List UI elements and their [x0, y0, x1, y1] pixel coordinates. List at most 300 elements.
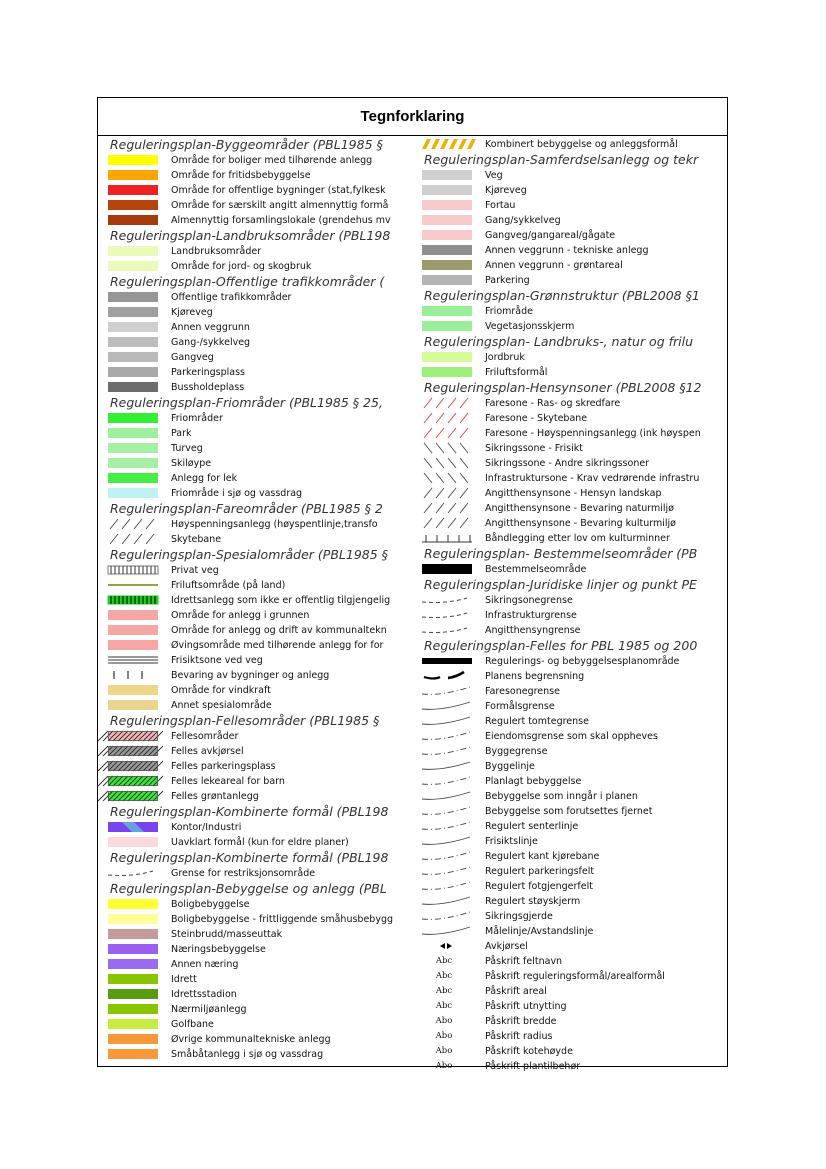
legend-label: Påskrift bredde: [485, 1016, 557, 1027]
legend-swatch-dashcurve-icon: [422, 821, 472, 831]
legend-label: Friområde: [485, 306, 533, 317]
legend-label: Regulerings- og bebyggelsesplanområde: [485, 656, 680, 667]
legend-label: Sikringsgjerde: [485, 911, 553, 922]
legend-item-sikringssone-andre-sikringssoner: [418, 456, 726, 471]
legend-label: Kontor/Industri: [171, 822, 242, 833]
legend-swatch-arrow-icon: [422, 941, 472, 951]
section-title: Reguleringsplan-Kombinerte formål (PBL198: [110, 804, 389, 819]
legend-item-felles-lekeareal-for-barn: [104, 774, 412, 789]
legend-label: Annen veggrunn - tekniske anlegg: [485, 245, 649, 256]
legend-swatch-dashline-icon: [422, 595, 472, 605]
legend-swatch-slashes-icon: [108, 519, 158, 529]
legend-swatch-fill-icon: [108, 382, 158, 392]
legend-label: Parkeringsplass: [171, 367, 245, 378]
legend-swatch-fill-icon: [422, 230, 472, 240]
legend-swatch-fill-icon: [108, 989, 158, 999]
legend-swatch-hatch-icon: [108, 776, 158, 786]
legend-item-paskrift-areal: [418, 984, 726, 999]
legend-swatch-line-icon: [108, 580, 158, 590]
legend-item-landbruksomrader: [104, 244, 412, 259]
legend-swatch-fill-icon: [108, 322, 158, 332]
legend-swatch-bars-icon: [108, 670, 158, 680]
legend-item-regulerings-og-bebyggelsesplanomrade: [418, 654, 726, 669]
legend-item-malelinje-avstandslinje: [418, 924, 726, 939]
legend-item-omrade-for-offentlige-bygninger-stat-fyl: [104, 183, 412, 198]
section-title: Reguleringsplan-Juridiske linjer og punkt PE: [424, 577, 697, 592]
legend-item-angitthensynsone-hensyn-landskap: [418, 486, 726, 501]
legend-column-left: [104, 137, 412, 1065]
legend-item-infrastrukturgrense: [418, 608, 726, 623]
legend-swatch-fill-icon: [422, 564, 472, 574]
legend-swatch-hatch-icon: [108, 746, 158, 756]
legend-swatch-fill-icon: [422, 321, 472, 331]
legend-swatch-ticks-icon: [108, 565, 158, 575]
legend-swatch-slashes-icon: [422, 503, 472, 513]
legend-item-regulert-kant-kjorebane: [418, 849, 726, 864]
legend-item-faresonegrense: [418, 684, 726, 699]
legend-section-header: [104, 881, 412, 897]
legend-item-formalsgrense: [418, 699, 726, 714]
legend-item-regulert-senterlinje: [418, 819, 726, 834]
legend-label: Almennyttig forsamlingslokale (grendehus mv: [171, 215, 391, 226]
legend-label: Område for jord- og skogbruk: [171, 261, 312, 272]
legend-swatch-curve-icon: [422, 896, 472, 906]
legend-swatch-fill-icon: [108, 367, 158, 377]
legend-label: Friluftsformål: [485, 367, 548, 378]
legend-swatch-dashline-icon: [108, 868, 158, 878]
legend-label: Gang/sykkelveg: [485, 215, 561, 226]
section-title: Reguleringsplan- Landbruks-, natur og frilu: [424, 334, 694, 349]
abc-symbol: Abc: [435, 1001, 453, 1011]
legend-label: Park: [171, 428, 192, 439]
legend-item-skytebane: [104, 532, 412, 547]
legend-swatch-fill-icon: [108, 488, 158, 498]
legend-label: Høyspenningsanlegg (høyspentlinje,transfo: [171, 519, 378, 530]
legend-item-kontor-industri: [104, 820, 412, 835]
legend-item-fortau: [418, 198, 726, 213]
legend-swatch-fill-icon: [108, 640, 158, 650]
legend-label: Felles parkeringsplass: [171, 761, 276, 772]
legend-label: Øvingsområde med tilhørende anlegg for for: [171, 640, 384, 651]
legend-label: Kjøreveg: [171, 307, 213, 318]
legend-item-sikringsgjerde: [418, 909, 726, 924]
legend-swatch-split-icon: [108, 822, 158, 832]
legend-swatch-dashline-icon: [422, 625, 472, 635]
legend-label: Regulert fotgjengerfelt: [485, 881, 593, 892]
legend-item-paskrift-feltnavn: [418, 954, 726, 969]
legend-label: Angitthensyngrense: [485, 625, 581, 636]
legend-item-eiendomsgrense-som-skal-oppheves: [418, 729, 726, 744]
legend-item-planens-begrensning: [418, 669, 726, 684]
legend-swatch-fill-icon: [108, 458, 158, 468]
legend-section-header: [104, 804, 412, 820]
legend-label: Uavklart formål (kun for eldre planer): [171, 837, 349, 848]
legend-item-omrade-for-anlegg-i-grunnen: [104, 608, 412, 623]
legend-item-friomrader: [104, 411, 412, 426]
legend-label: Område for særskilt angitt almennyttig formå: [171, 200, 389, 211]
legend-label: Planens begrensning: [485, 671, 585, 682]
legend-section-header: [104, 850, 412, 866]
legend-label: Område for vindkraft: [171, 685, 271, 696]
legend-item-naeringsbebyggelse: [104, 942, 412, 957]
legend-label: Påskrift plantilbehør: [485, 1061, 581, 1072]
legend-item-gang-sykkelveg: [104, 335, 412, 350]
legend-item-omrade-for-boliger-med-tilhorende-anlegg: [104, 153, 412, 168]
legend-item-felles-parkeringsplass: [104, 759, 412, 774]
legend-label: Steinbrudd/masseuttak: [171, 929, 283, 940]
legend-swatch-curve-icon: [422, 836, 472, 846]
legend-swatch-fill-icon: [108, 625, 158, 635]
legend-item-paskrift-kotehoyde: [418, 1044, 726, 1059]
legend-item-regulert-tomtegrense: [418, 714, 726, 729]
legend-label: Infrastruktursone - Krav vedrørende infrastru: [485, 473, 700, 484]
legend-item-omrade-for-jord-og-skogbruk: [104, 259, 412, 274]
section-title: Reguleringsplan-Bebyggelse og anlegg (PBL: [110, 881, 387, 896]
legend-label: Kjøreveg: [485, 185, 527, 196]
legend-swatch-fill-icon: [422, 367, 472, 377]
legend-swatch-dashcurve-icon: [422, 911, 472, 921]
legend-label: Eiendomsgrense som skal oppheves: [485, 731, 658, 742]
legend-swatch-fill-icon: [108, 413, 158, 423]
section-title: Reguleringsplan- Bestemmelseområder (PB: [424, 546, 698, 561]
legend-label: Sikringssone - Frisikt: [485, 443, 583, 454]
legend-label: Vegetasjonsskjerm: [485, 321, 575, 332]
legend-label: Veg: [485, 170, 503, 181]
legend-label: Område for anlegg i grunnen: [171, 610, 310, 621]
legend-item-turveg: [104, 441, 412, 456]
legend-swatch-fill-icon: [108, 1049, 158, 1059]
legend-label: Parkering: [485, 275, 530, 286]
legend-item-steinbrudd-masseuttak: [104, 927, 412, 942]
legend-section-header: [418, 288, 726, 304]
legend-column-right: [418, 137, 726, 1072]
legend-swatch-dashcurve-icon: [422, 746, 472, 756]
legend-item-friluftsformal: [418, 365, 726, 380]
legend-item-vegetasjonsskjerm: [418, 319, 726, 334]
legend-swatch-fill-icon: [422, 215, 472, 225]
legend-label: Påskrift radius: [485, 1031, 553, 1042]
legend-item-fellesomrader: [104, 729, 412, 744]
legend-swatch-fill-icon: [422, 200, 472, 210]
legend-label: Idrettsanlegg som ikke er offentlig tilgjengelig: [171, 595, 391, 606]
legend-item-sikringsonegrense: [418, 593, 726, 608]
legend-swatch-hatch-icon: [108, 731, 158, 741]
legend-swatch-fill-icon: [108, 1019, 158, 1029]
legend-label: Påskrift reguleringsformål/arealformål: [485, 971, 665, 982]
legend-label: Gangveg: [171, 352, 214, 363]
legend-item-friomrade: [418, 304, 726, 319]
legend-label: Felles avkjørsel: [171, 746, 244, 757]
legend-section-header: [104, 501, 412, 517]
legend-section-header: [104, 228, 412, 244]
legend-label: Frisiktsone ved veg: [171, 655, 263, 666]
abc-symbol: Abo: [435, 1031, 453, 1041]
legend-label: Bevaring av bygninger og anlegg: [171, 670, 330, 681]
legend-swatch-fill-icon: [108, 428, 158, 438]
legend-item-ovrige-kommunaltekniske-anlegg: [104, 1032, 412, 1047]
legend-swatch-fill-icon: [422, 170, 472, 180]
legend-label: Faresone - Høyspenningsanlegg (ink høyspen: [485, 428, 701, 439]
legend-item-annet-spesialomrade: [104, 698, 412, 713]
legend-swatch-hlines-icon: [108, 655, 158, 665]
legend-label: Bebyggelse som inngår i planen: [485, 791, 638, 802]
legend-label: Målelinje/Avstandslinje: [485, 926, 594, 937]
legend-swatch-slashes-icon: [422, 428, 472, 438]
legend-item-infrastruktursone-krav-vedrorende-infras: [418, 471, 726, 486]
legend-label: Faresone - Skytebane: [485, 413, 588, 424]
legend-label: Angitthensynsone - Hensyn landskap: [485, 488, 662, 499]
legend-swatch-hatch-icon: [108, 761, 158, 771]
legend-item-frisiktslinje: [418, 834, 726, 849]
legend-label: Friluftsområde (på land): [171, 580, 286, 591]
legend-label: Småbåtanlegg i sjø og vassdrag: [171, 1049, 324, 1060]
legend-swatch-fill-icon: [108, 685, 158, 695]
legend-swatch-fill-icon: [422, 245, 472, 255]
legend-swatch-fill-icon: [108, 292, 158, 302]
legend-item-park: [104, 426, 412, 441]
legend-section-header: [104, 713, 412, 729]
legend-label: Friområder: [171, 413, 223, 424]
legend-swatch-thickdash-icon: [422, 656, 472, 666]
legend-swatch-fill-icon: [108, 185, 158, 195]
legend-item-angitthensynsone-bevaring-kulturmiljo: [418, 516, 726, 531]
legend-label: Fortau: [485, 200, 516, 211]
abc-symbol: Abc: [435, 971, 453, 981]
legend-item-annen-veggrunn-tekniske-anlegg: [418, 243, 726, 258]
legend-label: Område for offentlige bygninger (stat,fylkesk: [171, 185, 386, 196]
legend-label: Gang-/sykkelveg: [171, 337, 251, 348]
legend-swatch-fill-icon: [108, 974, 158, 984]
legend-item-idrettsstadion: [104, 987, 412, 1002]
legend-swatch-curve-icon: [422, 716, 472, 726]
legend-swatch-dashcurve-icon: [422, 776, 472, 786]
legend-label: Regulert kant kjørebane: [485, 851, 600, 862]
legend-label: Idrettsstadion: [171, 989, 237, 1000]
legend-swatch-curve-icon: [422, 701, 472, 711]
abc-symbol: Abc: [435, 956, 453, 966]
legend-item-bussholdeplass: [104, 380, 412, 395]
legend-label: Jordbruk: [485, 352, 525, 363]
legend-swatch-fill-icon: [108, 899, 158, 909]
legend-label: Kombinert bebyggelse og anleggsformål: [485, 139, 678, 150]
section-title: Reguleringsplan-Samferdselsanlegg og tekr: [424, 152, 699, 167]
legend-swatch-fill-icon: [108, 215, 158, 225]
legend-swatch-dashcurve-icon: [422, 881, 472, 891]
legend-item-frisiktsone-ved-veg: [104, 653, 412, 668]
legend-label: Nærmiljøanlegg: [171, 1004, 247, 1015]
legend-swatch-slashes-icon: [422, 488, 472, 498]
section-title: Reguleringsplan-Kombinerte formål (PBL198: [110, 850, 389, 865]
legend-item-angitthensynsone-bevaring-naturmiljo: [418, 501, 726, 516]
legend-item-paskrift-bredde: [418, 1014, 726, 1029]
legend-label: Planlagt bebyggelse: [485, 776, 582, 787]
section-title: Reguleringsplan-Fareområder (PBL1985 § 2: [110, 501, 383, 516]
legend-swatch-hatch-icon: [108, 791, 158, 801]
abc-symbol: Abc: [435, 986, 453, 996]
legend-section-header: [418, 546, 726, 562]
legend-item-naermiljoanlegg: [104, 1002, 412, 1017]
legend-item-paskrift-reguleringsformal-arealformal: [418, 969, 726, 984]
legend-swatch-fill-icon: [108, 200, 158, 210]
section-title: Reguleringsplan-Fellesområder (PBL1985 §: [110, 713, 380, 728]
legend-swatch-slashes-icon: [108, 534, 158, 544]
section-title: Reguleringsplan-Landbruksområder (PBL198: [110, 228, 391, 243]
legend-item-gang-sykkelveg: [418, 213, 726, 228]
legend-item-byggegrense: [418, 744, 726, 759]
legend-swatch-fill-icon: [108, 944, 158, 954]
legend-label: Annet spesialområde: [171, 700, 272, 711]
legend-label: Idrett: [171, 974, 197, 985]
legend-item-friluftsomrade-pa-land: [104, 578, 412, 593]
legend-swatch-fill-icon: [108, 914, 158, 924]
section-title: Reguleringsplan-Felles for PBL 1985 og 200: [424, 638, 698, 653]
abc-symbol: Abo: [435, 1046, 453, 1056]
legend-item-boligbebyggelse: [104, 897, 412, 912]
legend-label: Øvrige kommunaltekniske anlegg: [171, 1034, 331, 1045]
legend-label: Fellesområder: [171, 731, 239, 742]
legend-label: Boligbebyggelse: [171, 899, 250, 910]
legend-label: Næringsbebyggelse: [171, 944, 266, 955]
legend-item-regulert-stoyskjerm: [418, 894, 726, 909]
section-title: Reguleringsplan-Offentlige trafikkområder (: [110, 274, 385, 289]
legend-swatch-fill-icon: [108, 307, 158, 317]
abc-symbol: Abo: [435, 1016, 453, 1026]
legend-item-smabatanlegg-i-sjo-og-vassdrag: [104, 1047, 412, 1062]
legend-section-header: [104, 547, 412, 563]
legend-label: Regulert senterlinje: [485, 821, 579, 832]
legend-label: Område for boliger med tilhørende anlegg: [171, 155, 373, 166]
legend-item-faresone-hoyspenningsanlegg-ink-hoyspen: [418, 426, 726, 441]
legend-label: Påskrift kotehøyde: [485, 1046, 573, 1057]
legend-label: Regulert støyskjerm: [485, 896, 581, 907]
legend-swatch-fill-icon: [108, 246, 158, 256]
legend-item-bevaring-av-bygninger-og-anlegg: [104, 668, 412, 683]
legend-item-annen-veggrunn: [104, 320, 412, 335]
legend-swatch-fill-icon: [108, 1034, 158, 1044]
legend-item-jordbruk: [418, 350, 726, 365]
legend-swatch-thickcurve-icon: [422, 671, 472, 681]
legend-label: Angitthensynsone - Bevaring kulturmiljø: [485, 518, 676, 529]
legend-swatch-dashcurve-icon: [422, 866, 472, 876]
legend-item-angitthensyngrense: [418, 623, 726, 638]
legend-item-ovingsomrade-med-tilhorende-anlegg-for-f: [104, 638, 412, 653]
legend-label: Påskrift utnytting: [485, 1001, 567, 1012]
legend-label: Privat veg: [171, 565, 219, 576]
legend-label: Avkjørsel: [485, 941, 528, 952]
legend-item-uavklart-formal-kun-for-eldre-planer: [104, 835, 412, 850]
legend-label: Bebyggelse som forutsettes fjernet: [485, 806, 653, 817]
legend-swatch-backslashes-icon: [422, 458, 472, 468]
section-title: Reguleringsplan-Hensynsoner (PBL2008 §12: [424, 380, 702, 395]
legend-item-omrade-for-anlegg-og-drift-av-kommunalte: [104, 623, 412, 638]
legend-item-faresone-skytebane: [418, 411, 726, 426]
legend-item-idrett: [104, 972, 412, 987]
legend-swatch-backslashes-icon: [422, 443, 472, 453]
legend-item-anlegg-for-lek: [104, 471, 412, 486]
legend-label: Grense for restriksjonsområde: [171, 868, 316, 879]
legend-label: Anlegg for lek: [171, 473, 238, 484]
legend-swatch-curve-icon: [422, 926, 472, 936]
legend-label: Gangveg/gangareal/gågate: [485, 230, 616, 241]
legend-item-byggelinje: [418, 759, 726, 774]
abc-symbol: Abo: [435, 1061, 453, 1071]
legend-label: Regulert tomtegrense: [485, 716, 589, 727]
section-title: Reguleringsplan-Grønnstruktur (PBL2008 §1: [424, 288, 700, 303]
legend-item-faresone-ras-og-skredfare: [418, 396, 726, 411]
legend-item-bebyggelse-som-inngar-i-planen: [418, 789, 726, 804]
legend-label: Faresone - Ras- og skredfare: [485, 398, 621, 409]
legend-item-felles-grontanlegg: [104, 789, 412, 804]
legend-swatch-curve-icon: [422, 761, 472, 771]
legend-item-parkeringsplass: [104, 365, 412, 380]
legend-swatch-curve-icon: [422, 791, 472, 801]
legend-swatch-dashline-icon: [422, 610, 472, 620]
legend-item-avkjorsel: [418, 939, 726, 954]
section-title: Reguleringsplan-Byggeområder (PBL1985 §: [110, 137, 383, 152]
legend-label: Annen veggrunn - grøntareal: [485, 260, 623, 271]
legend-section-header: [418, 334, 726, 350]
legend-section-header: [104, 395, 412, 411]
legend-label: Sikringsonegrense: [485, 595, 573, 606]
legend-swatch-fill-icon: [108, 929, 158, 939]
legend-swatch-fill-icon: [108, 610, 158, 620]
legend-title: Tegnforklaring: [98, 98, 727, 136]
legend-item-regulert-parkeringsfelt: [418, 864, 726, 879]
legend-label: Område for fritidsbebyggelse: [171, 170, 311, 181]
legend-swatch-dashcurve-icon: [422, 851, 472, 861]
legend-label: Infrastrukturgrense: [485, 610, 577, 621]
legend-label: Offentlige trafikkområder: [171, 292, 292, 303]
legend-item-sikringssone-frisikt: [418, 441, 726, 456]
legend-section-header: [418, 380, 726, 396]
legend-item-kombinert-bebyggelse-og-anleggsformal: [418, 137, 726, 152]
legend-label: Bestemmelseområde: [485, 564, 587, 575]
legend-swatch-slashes-icon: [422, 398, 472, 408]
legend-swatch-dashcurve-icon: [422, 731, 472, 741]
legend-label: Påskrift feltnavn: [485, 956, 563, 967]
legend-label: Boligbebyggelse - frittliggende småhusbebygg: [171, 914, 394, 925]
legend-item-bandlegging-etter-lov-om-kulturminner: [418, 531, 726, 546]
legend-section-header: [104, 137, 412, 153]
legend-section-header: [418, 152, 726, 168]
legend-label: Felles grøntanlegg: [171, 791, 259, 802]
legend-item-privat-veg: [104, 563, 412, 578]
legend-swatch-fill-icon: [422, 275, 472, 285]
legend-item-kjoreveg: [104, 305, 412, 320]
legend-label: Friområde i sjø og vassdrag: [171, 488, 303, 499]
legend-item-parkering: [418, 273, 726, 288]
legend-item-hoyspenningsanlegg-hoyspentlinje-transfo: [104, 517, 412, 532]
legend-swatch-dashcurve-icon: [422, 806, 472, 816]
legend-swatch-fill-icon: [422, 352, 472, 362]
legend-item-gangveg: [104, 350, 412, 365]
legend-label: Landbruksområder: [171, 246, 262, 257]
legend-label: Faresonegrense: [485, 686, 560, 697]
legend-swatch-fill-icon: [108, 473, 158, 483]
legend-item-bestemmelseomrade: [418, 562, 726, 577]
legend-swatch-fill-icon: [422, 306, 472, 316]
legend-section-header: [418, 638, 726, 654]
section-title: Reguleringsplan-Spesialområder (PBL1985 §: [110, 547, 388, 562]
legend-label: Annen næring: [171, 959, 239, 970]
legend-swatch-stripes-icon: [422, 139, 472, 149]
legend-item-annen-naering: [104, 957, 412, 972]
legend-section-header: [104, 274, 412, 290]
legend-swatch-fill-icon: [108, 352, 158, 362]
section-title: Reguleringsplan-Friområder (PBL1985 § 25,: [110, 395, 383, 410]
legend-item-kjoreveg: [418, 183, 726, 198]
legend-label: Båndlegging etter lov om kulturminner: [485, 533, 670, 544]
